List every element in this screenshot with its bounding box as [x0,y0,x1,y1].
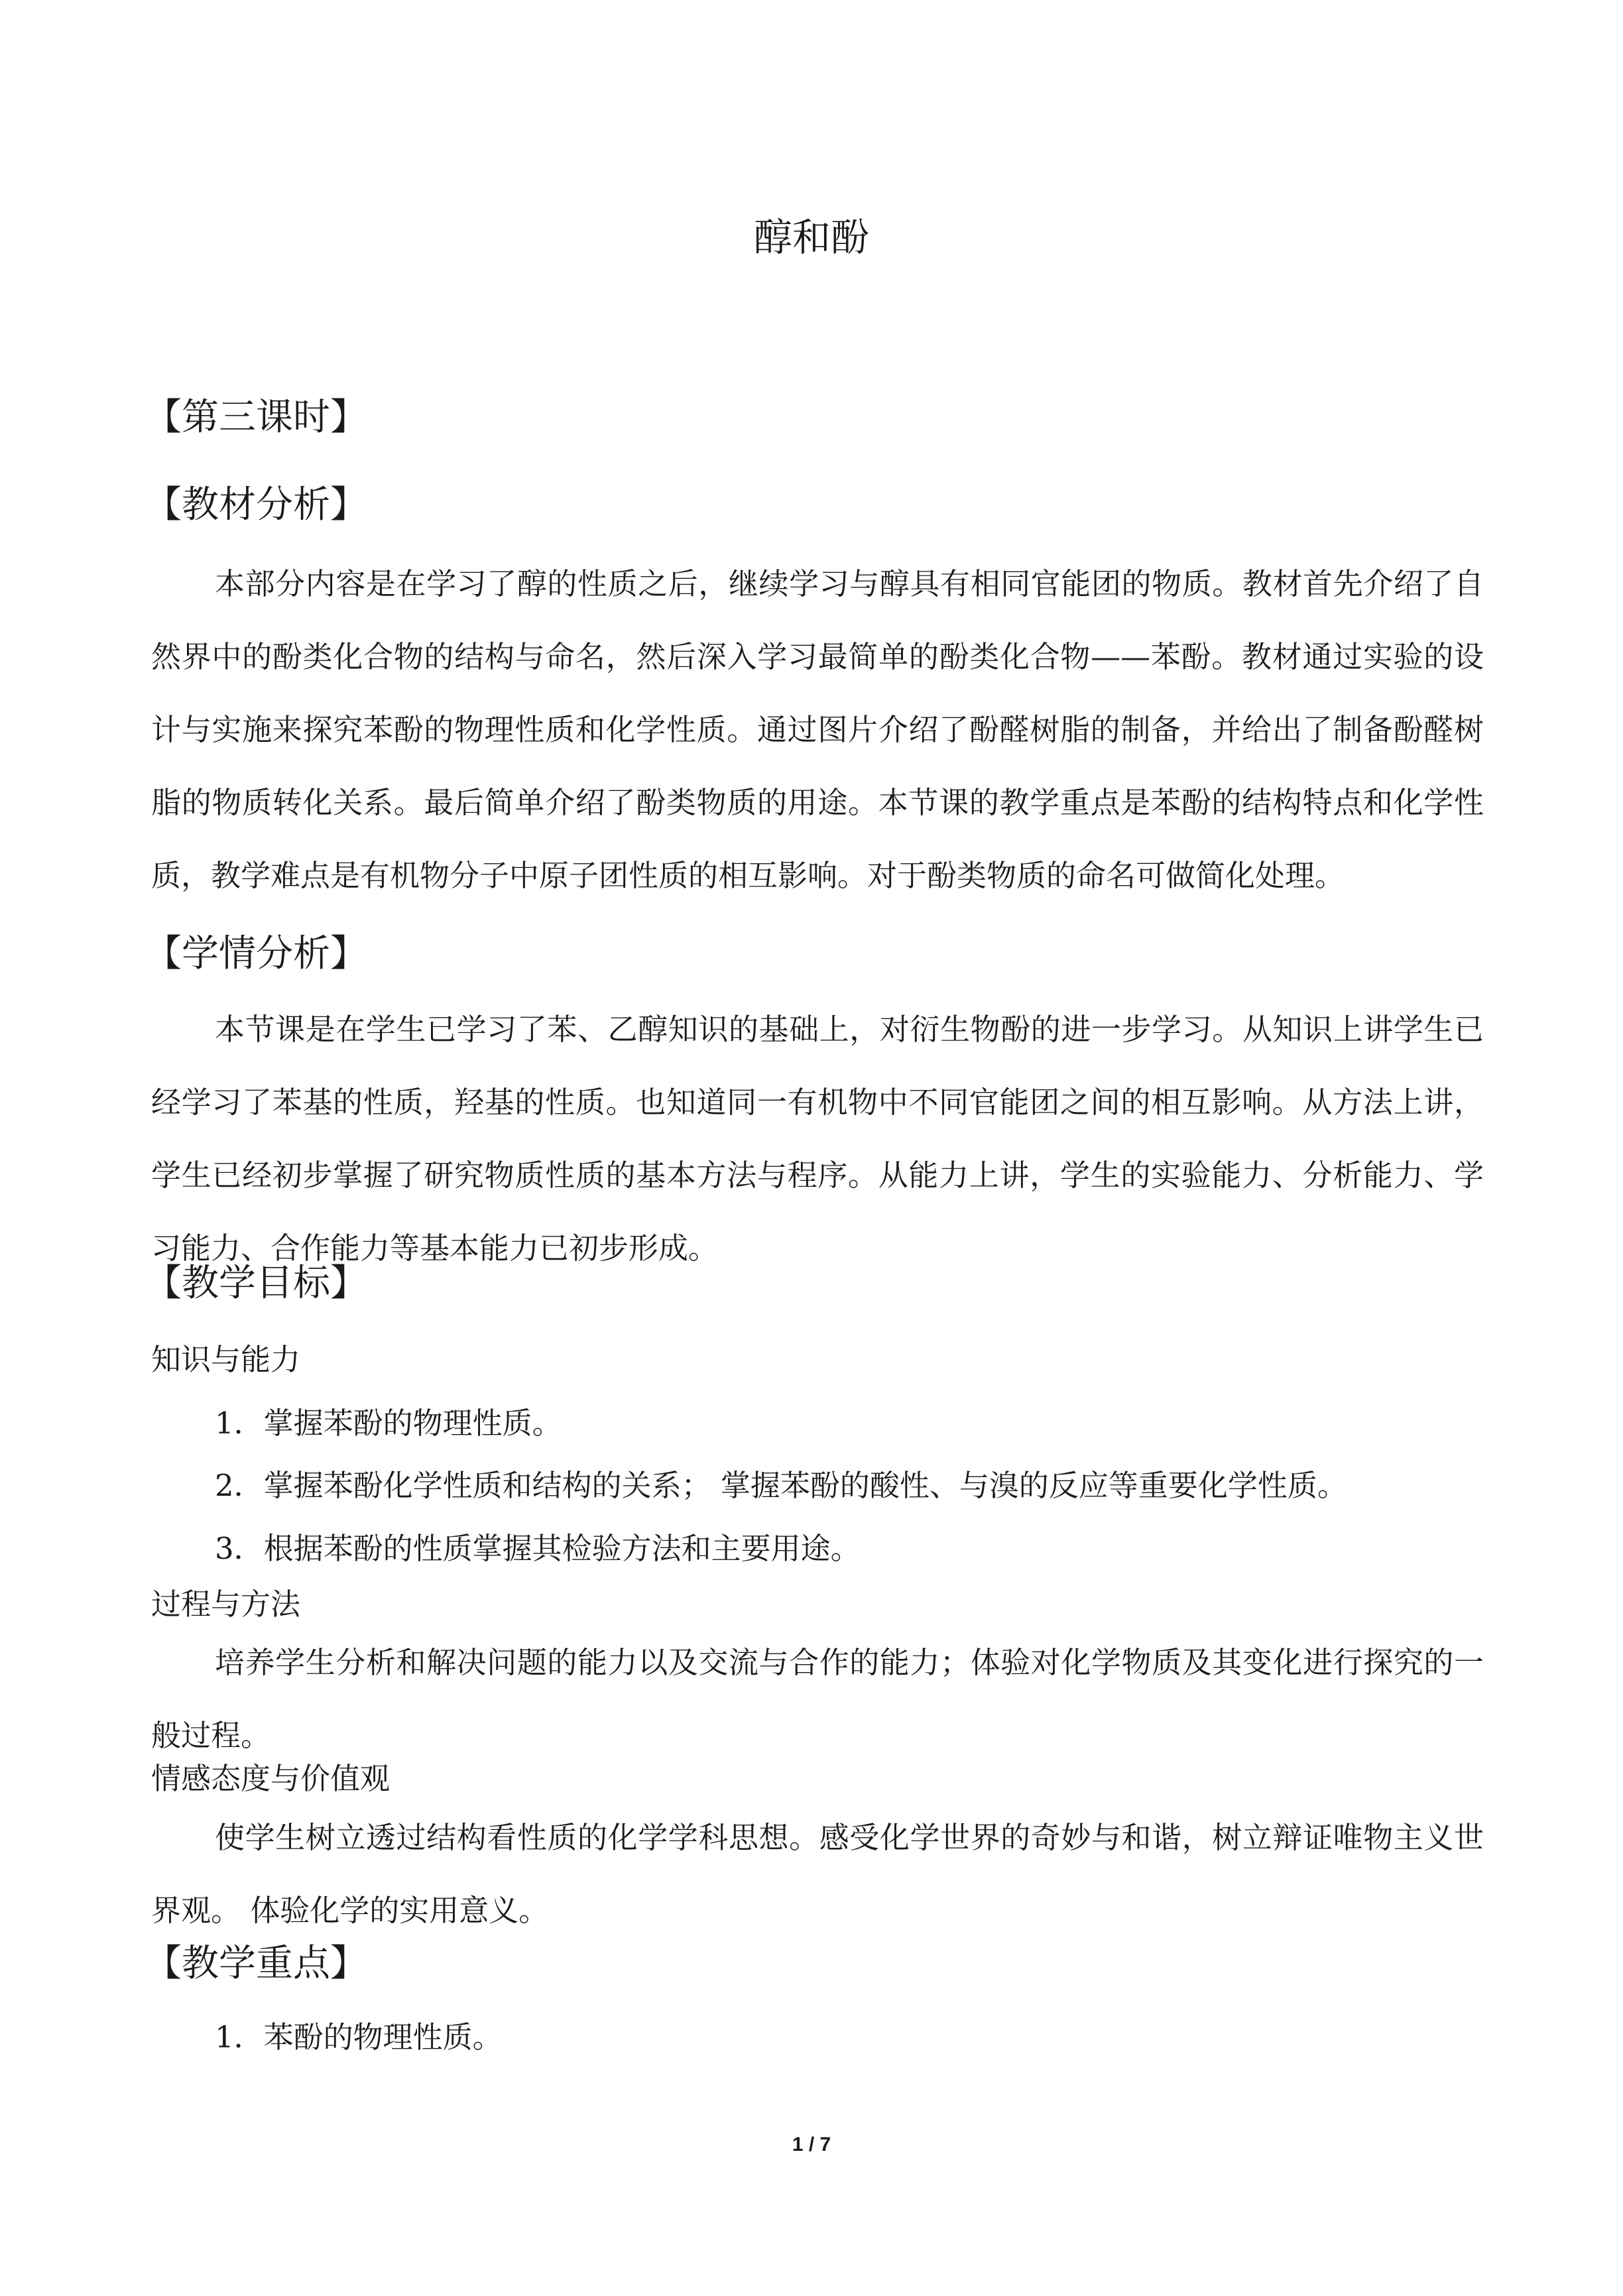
process-method-label: 过程与方法 [151,1587,301,1622]
key-points-heading: 【教学重点】 [145,1942,367,1985]
emotion-values-label: 情感态度与价值观 [151,1761,391,1796]
process-method-paragraph: 培养学生分析和解决问题的能力以及交流与合作的能力；体验对化学物质及其变化进行探究的一般过程。 [151,1645,1484,1753]
textbook-analysis-paragraph: 本部分内容是在学习了醇的性质之后，继续学习与醇具有相同官能团的物质。教材首先介绍了自然界中的酚类化合物的结构与命名，然后深入学习最简单的酚类化合物——苯酚。教材通过实验的设计与实施来探究苯酚的物理性质和化学性质。通过图片介绍了酚醛树脂的制备，并给出了制备酚醛树脂的物质转化关系。最后简单介绍了酚类物质的用途。本节课的教学重点是苯酚的结构特点和化学性质，教学难点是有机物分子中原子团性质的相互影响。对于酚类物质的命名可做简化处理。 [151,566,1484,893]
lesson-heading: 【第三课时】 [145,396,367,439]
student-analysis-heading: 【学情分析】 [145,932,367,975]
knowledge-ability-label: 知识与能力 [151,1342,301,1377]
key-point-item: 1．苯酚的物理性质。 [215,2020,503,2055]
knowledge-item: 2．掌握苯酚化学性质和结构的关系； 掌握苯酚的酸性、与溴的反应等重要化学性质。 [215,1468,1347,1503]
objectives-heading: 【教学目标】 [145,1262,367,1305]
emotion-values-paragraph: 使学生树立透过结构看性质的化学学科思想。感受化学世界的奇妙与和谐，树立辩证唯物主义世界观。 体验化学的实用意义。 [151,1820,1484,1928]
knowledge-item: 3．根据苯酚的性质掌握其检验方法和主要用途。 [215,1531,861,1566]
textbook-analysis-heading: 【教材分析】 [145,483,367,526]
student-analysis-paragraph: 本节课是在学生已学习了苯、乙醇知识的基础上，对衍生物酚的进一步学习。从知识上讲学生已经学习了苯基的性质，羟基的性质。也知道同一有机物中不同官能团之间的相互影响。从方法上讲，学生已经初步掌握了研究物质性质的基本方法与程序。从能力上讲，学生的实验能力、分析能力、学习能力、合作能力等基本能力已初步形成。 [151,1012,1484,1266]
knowledge-item: 1．掌握苯酚的物理性质。 [215,1406,562,1441]
document-title: 醇和酚 [753,215,869,260]
page-number: 1 / 7 [792,2134,831,2155]
